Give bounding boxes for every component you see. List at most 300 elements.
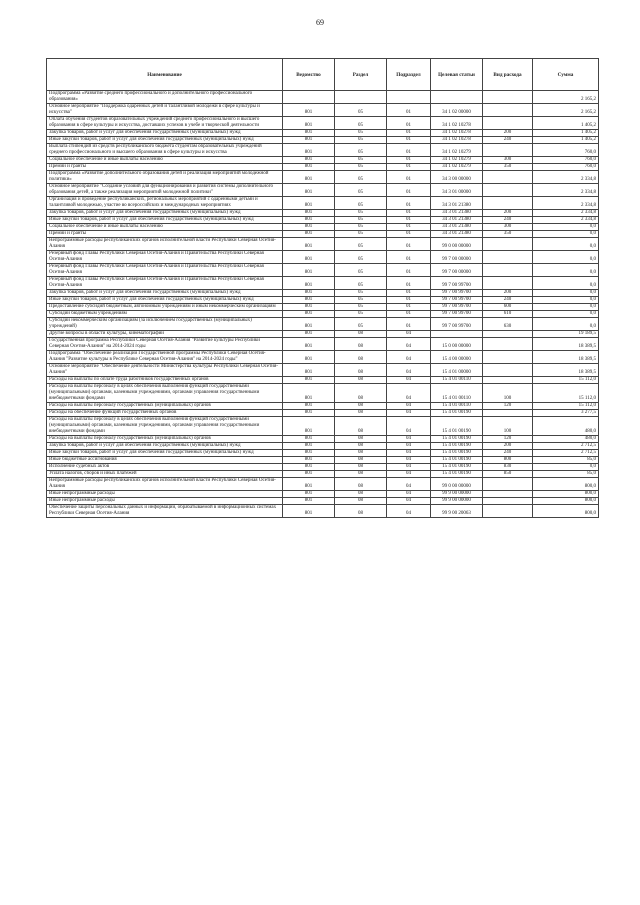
- cell-expense-type: [483, 264, 533, 277]
- cell-name: Социальное обеспечение и иные выплаты населению: [47, 224, 283, 231]
- cell-section: 05: [335, 137, 387, 144]
- table-row: [47, 410, 599, 417]
- cell-amount: 0,0: [533, 318, 599, 331]
- cell-section: 05: [335, 171, 387, 184]
- header-expense-type: Вид расхода: [483, 59, 533, 91]
- cell-amount: 800,0: [533, 498, 599, 505]
- cell-expense-type: 120: [483, 436, 533, 443]
- cell-department: 801: [283, 184, 335, 197]
- cell-amount: 800,0: [533, 505, 599, 518]
- cell-section: 05: [335, 311, 387, 318]
- cell-department: 801: [283, 443, 335, 450]
- cell-target-item: 15 4 01 00110: [431, 403, 483, 410]
- cell-amount: 0,0: [533, 277, 599, 290]
- cell-expense-type: 350: [483, 231, 533, 238]
- header-target-item: Целевая статьи: [431, 59, 483, 91]
- cell-section: 08: [335, 417, 387, 436]
- cell-expense-type: [483, 351, 533, 364]
- cell-subsection: 04: [387, 457, 431, 464]
- cell-section: 05: [335, 297, 387, 304]
- cell-section: 05: [335, 251, 387, 264]
- cell-department: 801: [283, 171, 335, 184]
- cell-name: Непрограммные расходы республиканских органов исполнительной власти Республики Северная Осетия-Алания: [47, 478, 283, 491]
- cell-name: Основное мероприятие "Создание условий для функционирования и развития системы дополнительного образования детей, а также реализация мероприятий молодежной политики": [47, 184, 283, 197]
- cell-department: 801: [283, 117, 335, 130]
- cell-section: 08: [335, 331, 387, 338]
- cell-subsection: 01: [387, 251, 431, 264]
- cell-section: 08: [335, 491, 387, 498]
- cell-expense-type: 240: [483, 217, 533, 224]
- cell-department: 801: [283, 290, 335, 297]
- table-row: [47, 450, 599, 457]
- cell-target-item: 15 4 01 00190: [431, 450, 483, 457]
- cell-name: Иные бюджетные ассигнования: [47, 457, 283, 464]
- cell-expense-type: 630: [483, 318, 533, 331]
- cell-name: Расходы на выплаты персоналу в целях обеспечения выполнения функций государственными (муниципальными) органами, казенными учреждениями, органами управления государственными внебюджетными фондами: [47, 417, 283, 436]
- cell-expense-type: [483, 498, 533, 505]
- cell-department: 801: [283, 318, 335, 331]
- cell-name: Субсидии бюджетным учреждениям: [47, 311, 283, 318]
- cell-name: Другие вопросы в области культуры, кинематографии: [47, 331, 283, 338]
- table-row: [47, 224, 599, 231]
- cell-subsection: 04: [387, 436, 431, 443]
- cell-target-item: 15 4 01 00000: [431, 364, 483, 377]
- cell-subsection: 04: [387, 410, 431, 417]
- cell-target-item: 15 4 00 00000: [431, 351, 483, 364]
- cell-amount: 2 334,8: [533, 171, 599, 184]
- cell-department: 801: [283, 197, 335, 210]
- header-department: Ведомство: [283, 59, 335, 91]
- cell-name: Подпрограмма "Обеспечение реализации Государственной программы Республики Северная Осетия-Алания "Развитие культуры в Республике Северная Осетия-Алания" на 2014-2024 годы": [47, 351, 283, 364]
- cell-expense-type: [483, 491, 533, 498]
- cell-target-item: 99 7 00 00000: [431, 251, 483, 264]
- table-row: [47, 217, 599, 224]
- table-row: [47, 338, 599, 351]
- cell-name: Иные закупки товаров, работ и услуг для обеспечения государственных (муниципальных) нужд: [47, 137, 283, 144]
- cell-expense-type: 240: [483, 137, 533, 144]
- cell-amount: 19 189,5: [533, 331, 599, 338]
- table-row: [47, 137, 599, 144]
- cell-subsection: 01: [387, 277, 431, 290]
- cell-target-item: 99 7 00 99700: [431, 290, 483, 297]
- cell-section: 08: [335, 478, 387, 491]
- cell-name: Непрограммные расходы республиканских органов исполнительной власти Республики Северная Осетия-Алания: [47, 238, 283, 251]
- table-row: [47, 505, 599, 518]
- cell-expense-type: 120: [483, 403, 533, 410]
- cell-expense-type: [483, 338, 533, 351]
- cell-amount: 85,0: [533, 471, 599, 478]
- cell-subsection: 04: [387, 491, 431, 498]
- cell-expense-type: 350: [483, 164, 533, 171]
- cell-department: 801: [283, 210, 335, 217]
- cell-department: 801: [283, 144, 335, 157]
- cell-name: Иные закупки товаров, работ и услуг для обеспечения государственных (муниципальных) нужд: [47, 217, 283, 224]
- cell-name: Резервный фонд Главы Республики Северная Осетия-Алания и Правительства Республики Северная Осетия-Алания: [47, 264, 283, 277]
- cell-target-item: 99 7 00 99700: [431, 297, 483, 304]
- cell-department: 801: [283, 157, 335, 164]
- cell-subsection: 04: [387, 471, 431, 478]
- header-amount: Сумма: [533, 59, 599, 91]
- cell-amount: 15 112,0: [533, 384, 599, 403]
- cell-section: 05: [335, 277, 387, 290]
- cell-target-item: 34 1 02 10278: [431, 117, 483, 130]
- cell-department: 801: [283, 505, 335, 518]
- table-row: [47, 144, 599, 157]
- cell-section: 05: [335, 290, 387, 297]
- table-row: [47, 498, 599, 505]
- cell-department: 801: [283, 410, 335, 417]
- table-row: [47, 277, 599, 290]
- cell-name: Исполнение судебных актов: [47, 464, 283, 471]
- cell-name: Закупка товаров, работ и услуг для обеспечения государственных (муниципальных) нужд: [47, 130, 283, 137]
- cell-expense-type: 610: [483, 311, 533, 318]
- cell-section: 08: [335, 377, 387, 384]
- cell-department: 801: [283, 464, 335, 471]
- cell-expense-type: 100: [483, 384, 533, 403]
- cell-target-item: 99 7 00 99700: [431, 311, 483, 318]
- cell-target-item: 34 1 02 00000: [431, 104, 483, 117]
- cell-department: 801: [283, 457, 335, 464]
- table-row: [47, 117, 599, 130]
- table-row: [47, 331, 599, 338]
- cell-target-item: 99 7 00 99700: [431, 304, 483, 311]
- cell-subsection: [387, 91, 431, 104]
- cell-target-item: 15 0 00 00000: [431, 338, 483, 351]
- cell-amount: 2 334,8: [533, 210, 599, 217]
- cell-amount: 18 389,5: [533, 364, 599, 377]
- cell-target-item: 99 0 00 00000: [431, 478, 483, 491]
- cell-subsection: 01: [387, 157, 431, 164]
- cell-subsection: 01: [387, 144, 431, 157]
- cell-name: Расходы на выплаты по оплате труда работников государственных органов: [47, 377, 283, 384]
- cell-amount: 1 405,2: [533, 117, 599, 130]
- cell-name: Субсидии некоммерческим организациям (за исключением государственных (муниципальных) учреждений): [47, 318, 283, 331]
- cell-subsection: 01: [387, 137, 431, 144]
- table-row: [47, 304, 599, 311]
- cell-department: 801: [283, 224, 335, 231]
- cell-target-item: 34 1 02 10278: [431, 137, 483, 144]
- cell-target-item: 34 1 02 10278: [431, 130, 483, 137]
- cell-target-item: 15 4 01 00190: [431, 471, 483, 478]
- cell-subsection: 04: [387, 331, 431, 338]
- cell-target-item: 34 3 01 21380: [431, 224, 483, 231]
- cell-name: Расходы на выплаты персоналу государственных (муниципальных) органов: [47, 403, 283, 410]
- cell-expense-type: 300: [483, 157, 533, 164]
- cell-target-item: 15 4 01 00110: [431, 377, 483, 384]
- cell-name: Основное мероприятие "Обеспечение деятельности Министерства культуры Республики Северная Осетия-Алания": [47, 364, 283, 377]
- cell-amount: 0,0: [533, 251, 599, 264]
- cell-subsection: 01: [387, 117, 431, 130]
- cell-department: 801: [283, 104, 335, 117]
- cell-amount: 0,0: [533, 311, 599, 318]
- cell-department: 801: [283, 231, 335, 238]
- cell-target-item: 34 3 01 21380: [431, 210, 483, 217]
- cell-section: 05: [335, 104, 387, 117]
- table-row: [47, 251, 599, 264]
- table-row: [47, 238, 599, 251]
- cell-target-item: 99 7 00 99700: [431, 318, 483, 331]
- cell-target-item: 99 7 00 00000: [431, 264, 483, 277]
- table-row: [47, 377, 599, 384]
- cell-target-item: 99 0 00 00000: [431, 238, 483, 251]
- table-row: [47, 464, 599, 471]
- cell-subsection: 01: [387, 238, 431, 251]
- table-row: [47, 104, 599, 117]
- cell-amount: 0,0: [533, 224, 599, 231]
- cell-subsection: 04: [387, 443, 431, 450]
- cell-amount: 480,0: [533, 436, 599, 443]
- cell-subsection: 04: [387, 505, 431, 518]
- cell-amount: 0,0: [533, 264, 599, 277]
- cell-department: 801: [283, 377, 335, 384]
- cell-name: Социальное обеспечение и иные выплаты населению: [47, 157, 283, 164]
- cell-name: Подпрограмма «Развитие дополнительного образования детей и реализация мероприятий молодежной политики»: [47, 171, 283, 184]
- cell-name: Иные закупки товаров, работ и услуг для обеспечения государственных (муниципальных) нужд: [47, 297, 283, 304]
- cell-subsection: 01: [387, 184, 431, 197]
- cell-subsection: 04: [387, 464, 431, 471]
- cell-name: Выплата стипендий из средств республиканского бюджета студентам образовательных учреждений среднего профессионального и высшего образования в сфере культуры и искусства: [47, 144, 283, 157]
- cell-department: 801: [283, 478, 335, 491]
- cell-expense-type: 200: [483, 443, 533, 450]
- cell-expense-type: [483, 410, 533, 417]
- cell-target-item: 34 3 01 21380: [431, 217, 483, 224]
- cell-subsection: 01: [387, 304, 431, 311]
- cell-section: [335, 91, 387, 104]
- cell-section: 08: [335, 364, 387, 377]
- header-section: Раздел: [335, 59, 387, 91]
- cell-department: 801: [283, 351, 335, 364]
- table-row: [47, 157, 599, 164]
- cell-subsection: 04: [387, 351, 431, 364]
- cell-name: Иные непрограммные расходы: [47, 491, 283, 498]
- cell-expense-type: [483, 364, 533, 377]
- cell-target-item: 15 4 01 00190: [431, 410, 483, 417]
- cell-name: Основное мероприятие "Поддержка одаренных детей и талантливой молодежи в сфере культуры и искусства": [47, 104, 283, 117]
- cell-expense-type: 850: [483, 471, 533, 478]
- cell-section: 08: [335, 498, 387, 505]
- cell-subsection: 01: [387, 130, 431, 137]
- table-row: [47, 297, 599, 304]
- cell-section: 08: [335, 410, 387, 417]
- cell-amount: 2 165,2: [533, 91, 599, 104]
- cell-section: 05: [335, 117, 387, 130]
- cell-expense-type: [483, 117, 533, 130]
- cell-expense-type: [483, 277, 533, 290]
- cell-section: 05: [335, 264, 387, 277]
- cell-target-item: 99 9 00 00000: [431, 491, 483, 498]
- cell-section: 05: [335, 197, 387, 210]
- cell-amount: 2 334,8: [533, 197, 599, 210]
- cell-amount: 15 112,0: [533, 403, 599, 410]
- cell-section: 08: [335, 464, 387, 471]
- cell-expense-type: 300: [483, 224, 533, 231]
- cell-department: 801: [283, 264, 335, 277]
- cell-subsection: 01: [387, 224, 431, 231]
- table-row: [47, 184, 599, 197]
- cell-amount: 800,0: [533, 491, 599, 498]
- cell-department: 801: [283, 217, 335, 224]
- cell-amount: 18 389,5: [533, 351, 599, 364]
- cell-amount: 760,0: [533, 164, 599, 171]
- cell-target-item: [431, 91, 483, 104]
- cell-name: Премии и гранты: [47, 164, 283, 171]
- cell-department: 801: [283, 251, 335, 264]
- cell-amount: 2 334,8: [533, 184, 599, 197]
- cell-department: 801: [283, 364, 335, 377]
- cell-department: 801: [283, 304, 335, 311]
- cell-department: 801: [283, 137, 335, 144]
- table-row: [47, 403, 599, 410]
- header-name: Наименование: [47, 59, 283, 91]
- cell-department: 801: [283, 491, 335, 498]
- cell-section: 05: [335, 318, 387, 331]
- table-row: [47, 457, 599, 464]
- cell-target-item: 34 1 02 10279: [431, 144, 483, 157]
- cell-name: Резервный фонд Главы Республики Северная Осетия-Алания и Правительства Республики Северная Осетия-Алания: [47, 251, 283, 264]
- cell-department: 801: [283, 130, 335, 137]
- cell-expense-type: 600: [483, 304, 533, 311]
- cell-department: 801: [283, 471, 335, 478]
- cell-department: 801: [283, 277, 335, 290]
- cell-name: Оплата обучения студентов образовательных учреждений среднего профессионального и высшего образования в сфере культуры и искусства, доставших успехов в учебе и творческой деятельности: [47, 117, 283, 130]
- cell-section: 05: [335, 144, 387, 157]
- cell-subsection: 01: [387, 217, 431, 224]
- table-row: [47, 290, 599, 297]
- table-row: [47, 351, 599, 364]
- cell-amount: 0,0: [533, 297, 599, 304]
- table-row: [47, 443, 599, 450]
- cell-target-item: 15 4 01 00190: [431, 436, 483, 443]
- cell-amount: 760,0: [533, 157, 599, 164]
- cell-name: Иные непрограммные расходы: [47, 498, 283, 505]
- cell-name: Расходы на обеспечение функций государственных органов: [47, 410, 283, 417]
- cell-name: Расходы на выплаты персоналу в целях обеспечения выполнения функций государственными (муниципальными) органами, казенными учреждениями, органами управления государственными внебюджетными фондами: [47, 384, 283, 403]
- table-row: [47, 210, 599, 217]
- cell-department: 801: [283, 311, 335, 318]
- cell-section: 08: [335, 384, 387, 403]
- cell-subsection: 04: [387, 478, 431, 491]
- cell-subsection: 01: [387, 197, 431, 210]
- cell-target-item: 34 3 01 21380: [431, 197, 483, 210]
- cell-expense-type: [483, 251, 533, 264]
- cell-section: 08: [335, 443, 387, 450]
- header-subsection: Подраздел: [387, 59, 431, 91]
- cell-section: 05: [335, 164, 387, 171]
- cell-expense-type: [483, 144, 533, 157]
- cell-subsection: 01: [387, 311, 431, 318]
- cell-subsection: 04: [387, 364, 431, 377]
- cell-section: 08: [335, 351, 387, 364]
- table-row: [47, 364, 599, 377]
- cell-expense-type: [483, 331, 533, 338]
- cell-expense-type: 240: [483, 450, 533, 457]
- table-header-row: [47, 59, 599, 91]
- cell-name: Обеспечение защиты персональных данных и информации, обрабатываемой в информационных системах Республики Северная Осетия-Алания: [47, 505, 283, 518]
- cell-department: 801: [283, 338, 335, 351]
- cell-subsection: 01: [387, 171, 431, 184]
- table-row: [47, 318, 599, 331]
- cell-subsection: 01: [387, 264, 431, 277]
- cell-target-item: 34 3 00 00000: [431, 171, 483, 184]
- cell-amount: 15 112,0: [533, 377, 599, 384]
- cell-target-item: 15 4 01 00110: [431, 384, 483, 403]
- cell-section: 08: [335, 471, 387, 478]
- cell-section: 05: [335, 130, 387, 137]
- cell-department: 801: [283, 417, 335, 436]
- cell-amount: 85,0: [533, 457, 599, 464]
- cell-subsection: 01: [387, 164, 431, 171]
- cell-amount: 0,0: [533, 231, 599, 238]
- cell-section: 08: [335, 436, 387, 443]
- cell-name: Иные закупки товаров, работ и услуг для обеспечения государственных (муниципальных) нужд: [47, 450, 283, 457]
- cell-amount: 0,0: [533, 464, 599, 471]
- cell-target-item: 34 1 02 10279: [431, 157, 483, 164]
- cell-amount: 760,0: [533, 144, 599, 157]
- cell-target-item: 99 7 00 99700: [431, 277, 483, 290]
- cell-section: 08: [335, 505, 387, 518]
- cell-department: 801: [283, 331, 335, 338]
- cell-amount: 0,0: [533, 304, 599, 311]
- cell-section: 05: [335, 224, 387, 231]
- cell-amount: 3 277,5: [533, 410, 599, 417]
- cell-target-item: [431, 331, 483, 338]
- cell-expense-type: [483, 505, 533, 518]
- cell-expense-type: [483, 478, 533, 491]
- cell-target-item: 15 4 01 00190: [431, 464, 483, 471]
- cell-expense-type: 200: [483, 290, 533, 297]
- cell-subsection: 01: [387, 318, 431, 331]
- cell-section: 05: [335, 157, 387, 164]
- cell-subsection: 04: [387, 498, 431, 505]
- cell-name: Государственная программа Республики Северная Осетия-Алания "Развитие культуры Республики Северная Осетия-Алания" на 2014-2024 годы: [47, 338, 283, 351]
- cell-department: 801: [283, 164, 335, 171]
- cell-section: 08: [335, 450, 387, 457]
- cell-expense-type: [483, 238, 533, 251]
- cell-name: Закупка товаров, работ и услуг для обеспечения государственных (муниципальных) нужд: [47, 443, 283, 450]
- cell-name: Предоставление субсидий бюджетным, автономным учреждениям и иным некоммерческим организациям: [47, 304, 283, 311]
- cell-subsection: 01: [387, 231, 431, 238]
- cell-name: Расходы на выплаты персоналу государственных (муниципальных) органов: [47, 436, 283, 443]
- table-row: [47, 164, 599, 171]
- table-row: [47, 478, 599, 491]
- cell-expense-type: [483, 197, 533, 210]
- cell-target-item: 15 4 01 00190: [431, 443, 483, 450]
- cell-section: 05: [335, 217, 387, 224]
- table-row: [47, 471, 599, 478]
- cell-amount: 18 389,5: [533, 338, 599, 351]
- cell-target-item: 99 9 00 20063: [431, 505, 483, 518]
- cell-subsection: 01: [387, 290, 431, 297]
- cell-name: Уплата налогов, сборов и иных платежей: [47, 471, 283, 478]
- cell-amount: 480,0: [533, 417, 599, 436]
- cell-target-item: 99 9 00 00000: [431, 498, 483, 505]
- cell-amount: 2 165,2: [533, 104, 599, 117]
- cell-amount: 2 712,5: [533, 450, 599, 457]
- cell-name: Премии и гранты: [47, 231, 283, 238]
- cell-department: 801: [283, 450, 335, 457]
- cell-section: 08: [335, 403, 387, 410]
- cell-department: 801: [283, 403, 335, 410]
- page-number: 69: [316, 18, 324, 27]
- cell-department: [283, 91, 335, 104]
- table-row: [47, 130, 599, 137]
- cell-section: 05: [335, 238, 387, 251]
- cell-section: 05: [335, 231, 387, 238]
- cell-department: 801: [283, 238, 335, 251]
- cell-expense-type: [483, 377, 533, 384]
- cell-target-item: 34 3 01 00000: [431, 184, 483, 197]
- cell-subsection: 01: [387, 104, 431, 117]
